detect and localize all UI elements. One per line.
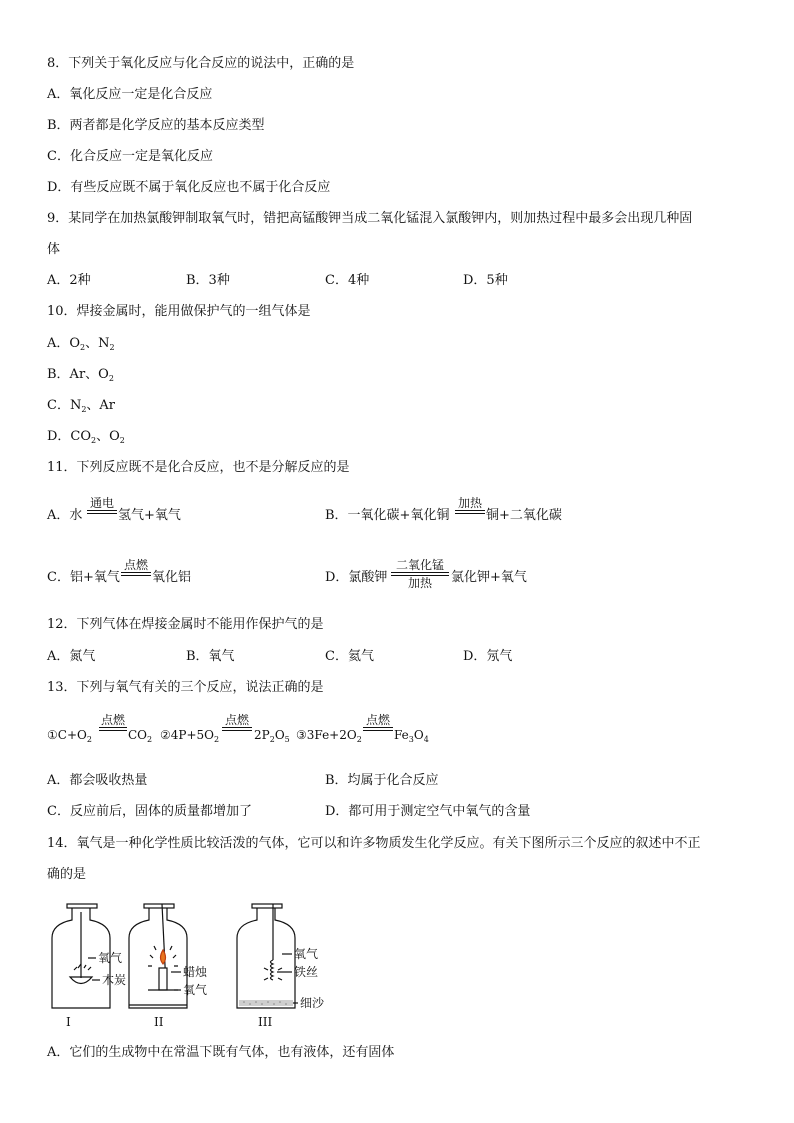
q14-stem-line1: 14．氧气是一种化学性质比较活泼的气体，它可以和许多物质发生化学反应。有关下图所示三个反应的叙述中不正 (47, 836, 701, 851)
jar-1-label-oxygen: 氧气 (98, 951, 123, 965)
jar-1-number: I (66, 1015, 71, 1029)
q13-option-a: A．都会吸收热量 (47, 773, 148, 788)
q8-stem: 8．下列关于氧化反应与化合反应的说法中，正确的是 (47, 56, 355, 71)
q10-option-d: D．$CO_2$、$O_2$ (47, 429, 125, 445)
q11-option-c-arrow: 点燃 (121, 558, 151, 576)
q8-option-b: B．两者都是化学反应的基本反应类型 (47, 118, 265, 133)
q12-option-d: D．氖气 (463, 649, 513, 664)
q12-stem: 12．下列气体在焊接金属时不能用作保护气的是 (47, 617, 324, 632)
q13-reaction-1-right: $CO_2$ (128, 728, 153, 744)
q11-option-c-right: 氧化铝 (152, 570, 192, 585)
q9-option-b: B．3种 (186, 273, 230, 288)
q11-option-d-arrow: 二氧化锰 加热 (391, 558, 449, 590)
q11-option-c-left: C．铝+氧气 (47, 570, 120, 585)
jar-2 (129, 904, 187, 1008)
q12-option-b: B．氧气 (186, 649, 235, 664)
q13-reaction-3-left: $③3Fe+2O_2$ (296, 728, 362, 744)
q13-option-c: C．反应前后，固体的质量都增加了 (47, 804, 252, 819)
q10-option-a: A．$O_2$、$N_2$ (47, 336, 115, 352)
q13-reaction-2-left: $②4P+5O_2$ (160, 728, 220, 744)
jar-3-label-sand: 细沙 (300, 996, 325, 1010)
q13-reaction-1-arrow: 点燃 (99, 713, 127, 731)
q12-option-a: A．氮气 (47, 649, 96, 664)
q14-stem-line2: 确的是 (47, 867, 87, 882)
q12-option-c: C．氦气 (325, 649, 374, 664)
q9-option-d: D．5种 (463, 273, 508, 288)
jar-2-label-oxygen: 氧气 (183, 983, 208, 997)
q11-option-b-left: B．一氧化碳+氧化铜 (325, 508, 450, 523)
q10-option-c: C．$N_2$、Ar (47, 398, 116, 414)
q8-option-d: D．有些反应既不属于氧化反应也不属于化合反应 (47, 180, 331, 195)
q11-option-b-right: 铜+二氧化碳 (486, 508, 562, 523)
jar-2-number: II (154, 1015, 164, 1029)
q9-option-c: C．4种 (325, 273, 370, 288)
q10-stem: 10．焊接金属时，能用做保护气的一组气体是 (47, 304, 311, 319)
jar-2-label-candle: 蜡烛 (183, 965, 208, 979)
sand-layer (239, 1000, 293, 1006)
q13-option-d: D．都可用于测定空气中氧气的含量 (325, 804, 531, 819)
q11-option-a-right: 氢气+氧气 (118, 508, 181, 523)
q11-option-a-left: A．水 (47, 508, 83, 523)
jar-3-label-oxygen: 氧气 (294, 947, 319, 961)
q14-option-a: A．它们的生成物中在常温下既有气体，也有液体，还有固体 (47, 1045, 395, 1060)
q13-option-b: B．均属于化合反应 (325, 773, 439, 788)
q13-reaction-1-left: $①C+O_2$ (47, 728, 92, 744)
q8-option-a: A．氧化反应一定是化合反应 (47, 87, 213, 102)
jar-1-label-charcoal: 木炭 (102, 973, 127, 987)
q9-stem-line1: 9．某同学在加热氯酸钾制取氧气时，错把高锰酸钾当成二氧化锰混入氯酸钾内，则加热过程中最多会出现几种固 (47, 211, 693, 226)
q14-experiment-figure (40, 900, 370, 1035)
q9-option-a: A．2种 (47, 273, 91, 288)
q11-option-d-left: D．氯酸钾 (325, 570, 388, 585)
q11-stem: 11．下列反应既不是化合反应，也不是分解反应的是 (47, 460, 350, 475)
q11-option-a-arrow: 通电 (87, 496, 117, 514)
q13-reaction-3-arrow: 点燃 (363, 713, 393, 731)
q11-option-d-right: 氯化钾+氧气 (451, 570, 527, 585)
q13-stem: 13．下列与氧气有关的三个反应，说法正确的是 (47, 680, 324, 695)
q13-reaction-2-arrow: 点燃 (222, 713, 252, 731)
q13-reaction-2-right: $2P_2O_5$ (254, 728, 290, 744)
jar-3-label-iron-wire: 铁丝 (294, 965, 319, 979)
jar-3 (237, 904, 298, 1008)
jar-3-number: III (258, 1015, 273, 1029)
q9-stem-line2: 体 (47, 242, 61, 257)
q11-option-b-arrow: 加热 (455, 496, 485, 514)
q10-option-b: B．Ar、$O_2$ (47, 367, 114, 383)
q8-option-c: C．化合反应一定是氧化反应 (47, 149, 213, 164)
q13-reaction-3-right: $Fe_3O_4$ (394, 728, 429, 744)
